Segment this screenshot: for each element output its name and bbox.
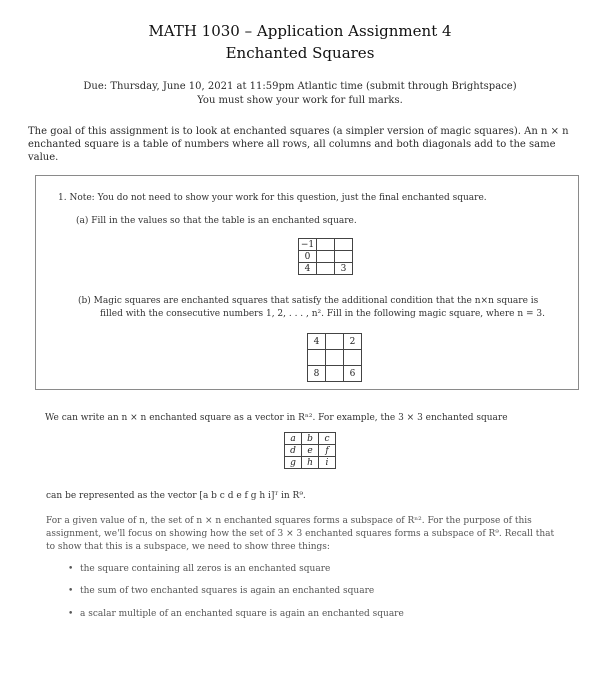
magic-square-b: [307, 333, 362, 382]
due-line: Due: Thursday, June 10, 2021 at 11:59pm Atlantic time (submit through Brightspace): [83, 81, 517, 92]
cell-a-1-1[interactable]: [317, 251, 335, 263]
bullet-icon: •: [68, 586, 74, 596]
cell-c-1-0: d: [285, 445, 302, 457]
cell-a-1-0[interactable]: 0: [299, 251, 317, 263]
page-title: MATH 1030 – Application Assignment 4: [148, 22, 452, 40]
subspace-line-2: assignment, we'll focus on showing how the set of 3 × 3 enchanted squares forms a subspace of R⁹. Recall that: [46, 529, 555, 539]
example-square: [284, 432, 336, 469]
cell-a-2-2[interactable]: 3: [335, 263, 353, 275]
bullet-icon: •: [68, 564, 74, 574]
intro-line-1: The goal of this assignment is to look at enchanted squares (a simpler version of magic squares). An n × n: [28, 126, 569, 137]
bullet-icon: •: [68, 609, 74, 619]
cell-b-2-2[interactable]: 6: [344, 366, 362, 382]
intro-line-2: enchanted square is a table of numbers where all rows, all columns and both diagonals add to the same value.: [28, 139, 556, 163]
cell-c-1-2: f: [319, 445, 336, 457]
cell-b-2-1[interactable]: [326, 366, 344, 382]
cell-b-0-1[interactable]: [326, 334, 344, 350]
cell-b-0-2[interactable]: 2: [344, 334, 362, 350]
cell-b-2-0[interactable]: 8: [308, 366, 326, 382]
cell-c-2-2: i: [319, 457, 336, 469]
subspace-line-3: to show that this is a subspace, we need to show three things:: [46, 542, 330, 552]
cell-c-0-1: b: [302, 433, 319, 445]
question-1-note: 1. Note: You do not need to show your work for this question, just the final enchanted square.: [58, 193, 487, 203]
vector-representation: can be represented as the vector [a b c d e f g h i]ᵀ in R⁹.: [46, 491, 306, 501]
cell-b-1-1[interactable]: [326, 350, 344, 366]
cell-a-2-1[interactable]: [317, 263, 335, 275]
cell-a-2-0[interactable]: 4: [299, 263, 317, 275]
enchanted-square-a: [298, 238, 353, 275]
bullet-text: a scalar multiple of an enchanted square is again an enchanted square: [80, 609, 404, 619]
bullet-text: the square containing all zeros is an enchanted square: [80, 564, 331, 574]
bullet-text: the sum of two enchanted squares is again an enchanted square: [80, 586, 375, 596]
part-a-text: (a) Fill in the values so that the table is an enchanted square.: [76, 216, 357, 226]
cell-a-1-2[interactable]: [335, 251, 353, 263]
part-b-line-2: filled with the consecutive numbers 1, 2, . . . , n². Fill in the following magic square, where n = 3.: [100, 309, 545, 319]
part-b-line-1: (b) Magic squares are enchanted squares that satisfy the additional condition that the n×n square is: [78, 296, 539, 306]
cell-a-0-2[interactable]: [335, 239, 353, 251]
subspace-line-1: For a given value of n, the set of n × n enchanted squares forms a subspace of Rⁿ². For the purpose of this: [46, 516, 532, 526]
cell-c-0-2: c: [319, 433, 336, 445]
cell-c-0-0: a: [285, 433, 302, 445]
page-subtitle: Enchanted Squares: [225, 44, 375, 62]
cell-b-0-0[interactable]: 4: [308, 334, 326, 350]
bullet-item: [68, 563, 560, 575]
cell-c-2-0: g: [285, 457, 302, 469]
bullet-item: [68, 608, 560, 620]
cell-b-1-0[interactable]: [308, 350, 326, 366]
bullet-item: [68, 585, 560, 597]
cell-c-2-1: h: [302, 457, 319, 469]
work-note: You must show your work for full marks.: [197, 95, 403, 106]
cell-b-1-2[interactable]: [344, 350, 362, 366]
cell-a-0-1[interactable]: [317, 239, 335, 251]
vector-intro: We can write an n × n enchanted square as a vector in Rⁿ². For example, the 3 × 3 enchanted square: [45, 413, 508, 423]
cell-a-0-0[interactable]: −1: [299, 239, 317, 251]
cell-c-1-1: e: [302, 445, 319, 457]
